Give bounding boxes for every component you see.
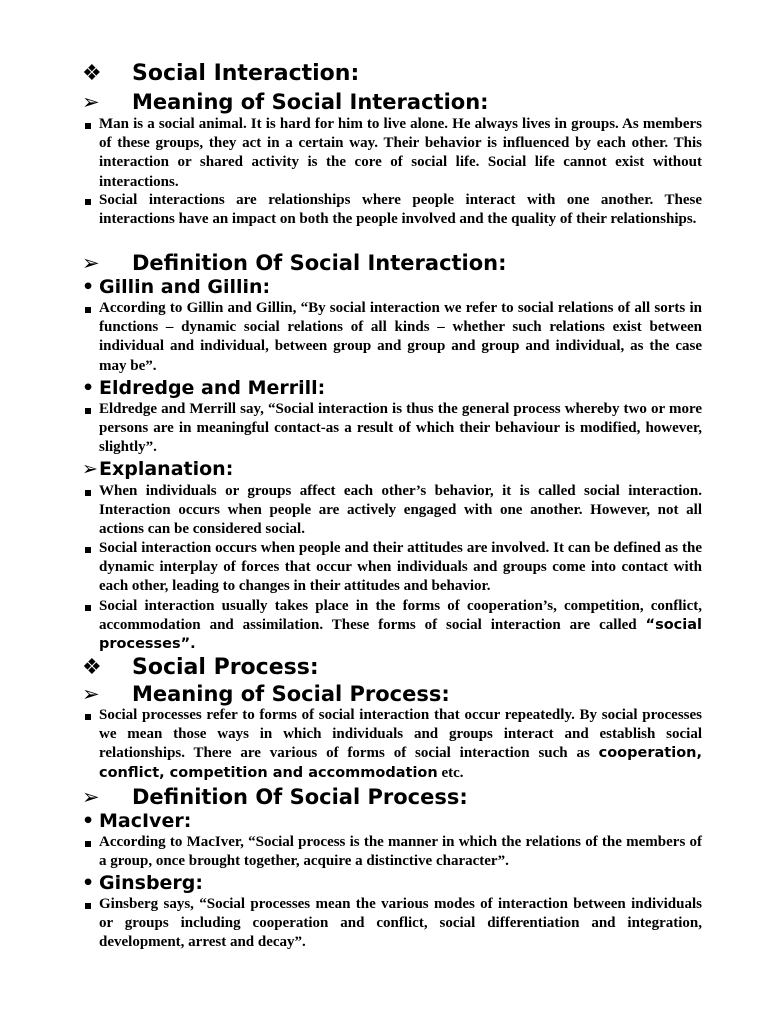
arrow-bullet-icon: ➢ — [82, 458, 98, 480]
heading-text: Meaning of Social Interaction: — [132, 90, 489, 114]
heading-social-interaction — [82, 61, 702, 87]
diamond-bullet-icon: ❖ — [82, 61, 102, 86]
heading-text: Eldredge and Merrill: — [99, 377, 326, 399]
arrow-bullet-icon: ➢ — [82, 90, 100, 114]
heading-definition-social-process — [82, 784, 702, 810]
heading-social-process — [82, 655, 702, 681]
paragraph-text: Social processes refer to forms of social interaction that occur repeatedly. By social processes we mean those ways in which individuals and groups interact and establish social relationships. There are various of forms of social interaction such as — [99, 707, 702, 762]
dot-bullet-icon: • — [82, 810, 95, 832]
paragraph: Social interaction occurs when people and their attitudes are involved. It can be defined as the dynamic interplay of forces that occur when individuals and groups come into contact with each other, leading to changes in their attitudes and behavior. — [99, 540, 702, 595]
square-bullet-icon — [85, 841, 91, 847]
dot-bullet-icon: • — [82, 377, 95, 399]
heading-text: Explanation: — [99, 458, 234, 480]
heading-meaning-social-interaction — [82, 89, 702, 115]
heading-text: Ginsberg: — [99, 872, 203, 894]
paragraph-text: Social interaction usually takes place in the forms of cooperation’s, competition, conflict, accommodation and assimilation. These forms of social interaction are called — [99, 598, 702, 634]
paragraph: According to MacIver, “Social process is the manner in which the relations of the members of a group, once brought together, acquire a distinctive character”. — [99, 834, 702, 870]
emphasis-text: “social processes”. — [99, 617, 702, 653]
heading-text: Meaning of Social Process: — [132, 682, 450, 706]
paragraph — [99, 597, 702, 655]
heading-definition-social-interaction — [82, 250, 702, 276]
heading-explanation — [82, 457, 702, 481]
paragraph: Ginsberg says, “Social processes mean the various modes of interaction between individuals or groups including cooperation and conflict, social differentiation and integration, development, arrest and decay”. — [99, 896, 702, 951]
heading-meaning-social-process — [82, 681, 702, 707]
arrow-bullet-icon: ➢ — [82, 785, 100, 809]
paragraph: According to Gillin and Gillin, “By social interaction we refer to social relations of all sorts in functions – dynamic social relations of all kinds – whether such relations exist between individual and individual, between group and group and group and individual, as the case may be”. — [99, 300, 702, 374]
emphasis-text: cooperation, conflict, competition and accommodation — [99, 745, 702, 781]
heading-text: Social Interaction: — [132, 61, 360, 86]
paragraph — [99, 706, 702, 783]
heading-maciver — [82, 809, 702, 833]
paragraph-text: etc. — [441, 764, 464, 781]
square-bullet-icon — [85, 605, 91, 611]
heading-gillin — [82, 275, 702, 299]
diamond-bullet-icon: ❖ — [82, 655, 102, 680]
paragraph: Eldredge and Merrill say, “Social interaction is thus the general process whereby two or more persons are in meaningful contact-as a result of which their behaviour is modified, however, slightly”. — [99, 401, 702, 456]
paragraph: When individuals or groups affect each other’s behavior, it is called social interaction. Interaction occurs when people are actively engaged with one another. However, not all actions can be considered social. — [99, 483, 702, 538]
arrow-bullet-icon: ➢ — [82, 682, 100, 706]
square-bullet-icon — [85, 714, 91, 720]
heading-ginsberg — [82, 871, 702, 895]
square-bullet-icon — [85, 199, 91, 205]
arrow-bullet-icon: ➢ — [82, 251, 100, 275]
square-bullet-icon — [85, 490, 91, 496]
heading-text: MacIver: — [99, 810, 192, 832]
paragraph: Social interactions are relationships where people interact with one another. These interactions have an impact on both the people involved and the quality of their relationships. — [99, 192, 702, 228]
dot-bullet-icon: • — [82, 872, 95, 894]
heading-text: Social Process: — [132, 655, 319, 680]
dot-bullet-icon: • — [82, 276, 95, 298]
square-bullet-icon — [85, 903, 91, 909]
square-bullet-icon — [85, 408, 91, 414]
heading-eldredge — [82, 376, 702, 400]
heading-text: Definition Of Social Process: — [132, 785, 468, 809]
square-bullet-icon — [85, 123, 91, 129]
heading-text: Definition Of Social Interaction: — [132, 251, 507, 275]
heading-text: Gillin and Gillin: — [99, 276, 271, 298]
paragraph: Man is a social animal. It is hard for him to live alone. He always lives in groups. As members of these groups, they act in a certain way. Their behavior is influenced by each other. This interaction or shared activity is the core of social life. Social life cannot exist without interactions. — [99, 116, 702, 190]
square-bullet-icon — [85, 307, 91, 313]
square-bullet-icon — [85, 547, 91, 553]
